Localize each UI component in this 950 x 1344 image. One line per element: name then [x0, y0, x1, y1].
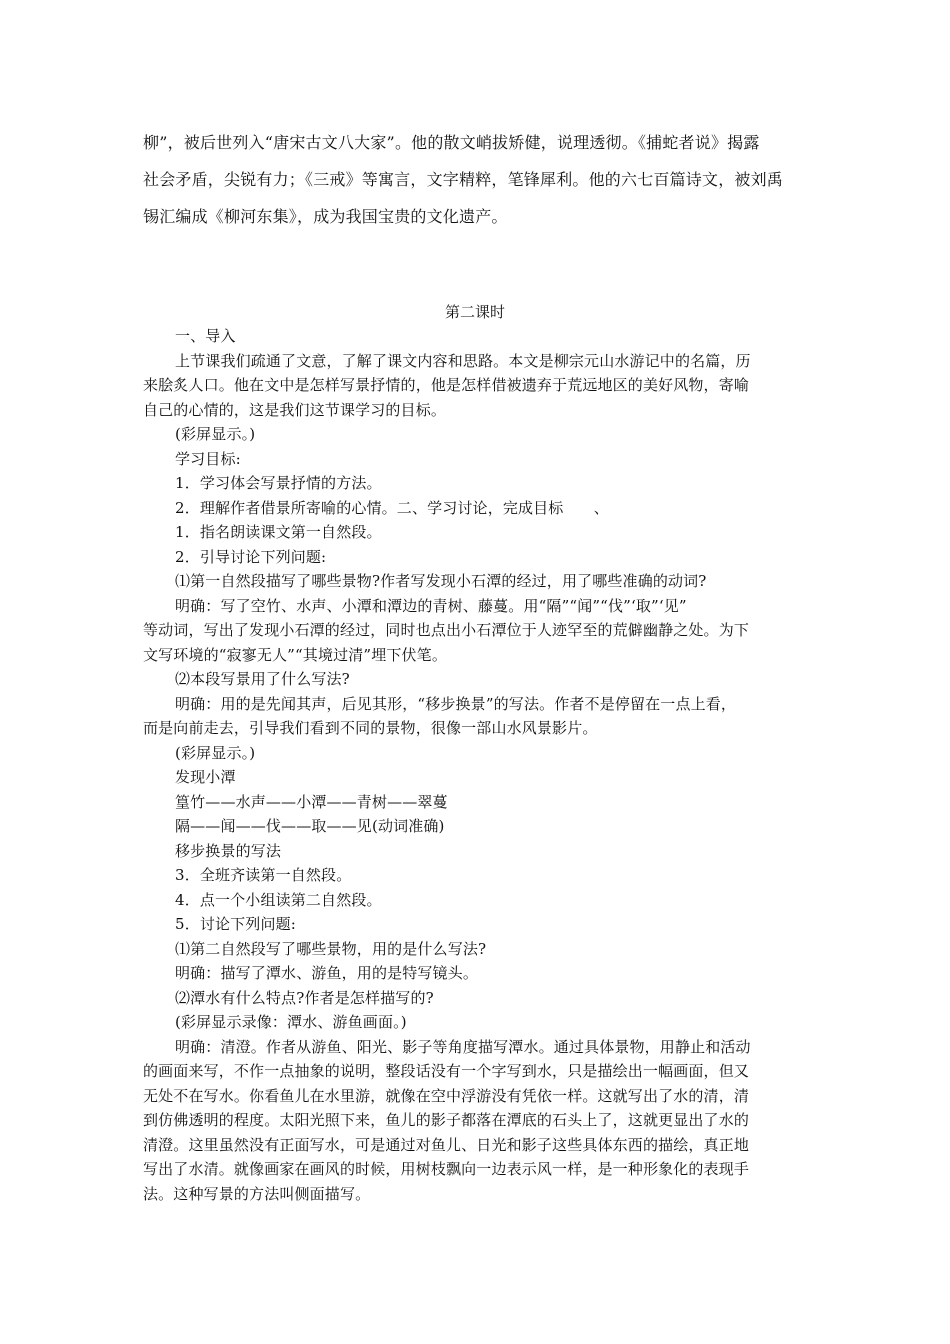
- paragraph-line: 上节课我们疏通了文意，了解了课文内容和思路。本文是柳宗元山水游记中的名篇，历: [175, 351, 751, 370]
- section-title: 第二课时: [444, 303, 505, 321]
- paragraph-line: 清澄。这里虽然没有正面写水，可是通过对鱼儿、日光和影子这些具体东西的描绘，真正地: [143, 1135, 750, 1154]
- question-line: ⑵本段写景用了什么写法?: [175, 670, 350, 688]
- list-item: 2．引导讨论下列问题:: [175, 547, 327, 566]
- list-item: 3．全班齐读第一自然段。: [175, 866, 352, 884]
- list-item: 4．点一个小组读第二自然段。: [175, 890, 382, 909]
- list-item: 1．学习体会写景抒情的方法。: [175, 474, 382, 492]
- list-item: 1．指名朗读课文第一自然段。: [175, 523, 382, 541]
- paragraph-line: 篁竹——水声——小潭——青树——翠蔓: [175, 792, 448, 811]
- list-item: 2．理解作者借景所寄喻的心情。二、学习讨论，完成目标 、: [175, 498, 609, 517]
- question-line: ⑴第一自然段描写了哪些景物?作者写发现小石潭的经过，用了哪些准确的动词?: [175, 572, 707, 590]
- paragraph-line: 的画面来写，不作一点抽象的说明，整段话没有一个字写到水，只是描绘出一幅画面，但又: [143, 1062, 750, 1080]
- paragraph-line: (彩屏显示。): [175, 743, 256, 762]
- answer-line: 明确：清澄。作者从游鱼、阳光、影子等角度描写潭水。通过具体景物，用静止和活动: [175, 1037, 751, 1056]
- paragraph-line: 锡汇编成《柳河东集》，成为我国宝贵的文化遗产。: [143, 207, 508, 226]
- paragraph-line: (彩屏显示录像：潭水、游鱼画面。): [175, 1013, 407, 1031]
- answer-line: 明确：用的是先闻其声，后见其形，“移步换景”的写法。作者不是停留在一点上看，: [175, 694, 737, 713]
- lesson-body: [143, 324, 815, 1206]
- paragraph-line: 隔——闻——伐——取——见(动词准确): [175, 817, 445, 835]
- paragraph-line: 自己的心情的，这是我们这节课学习的目标。: [143, 400, 447, 419]
- paragraph-line: 文写环境的“寂寥无人”“其境过清”埋下伏笔。: [143, 645, 447, 664]
- question-line: ⑴第二自然段写了哪些景物，用的是什么写法?: [175, 939, 487, 958]
- paragraph-line: 柳”，被后世列入“唐宋古文八大家”。他的散文峭拔矫健，说理透彻。《捕蛇者说》揭露: [143, 133, 760, 152]
- paragraph-line: 等动词，写出了发现小石潭的经过，同时也点出小石潭位于人迹罕至的荒僻幽静之处。为下: [143, 621, 750, 639]
- list-item: 5．讨论下列问题:: [175, 915, 296, 933]
- paragraph-line: 到仿佛透明的程度。太阳光照下来，鱼儿的影子都落在潭底的石头上了，这就更显出了水的: [143, 1111, 750, 1129]
- paragraph-line: 写出了水清。就像画家在画风的时候，用树枝飘向一边表示风一样，是一种形象化的表现手: [143, 1160, 750, 1178]
- answer-line: 明确：写了空竹、水声、小潭和潭边的青树、藤蔓。用“隔”“闻”“伐”‘取”‘见”: [175, 596, 687, 615]
- heading-line: 一、导入: [175, 327, 236, 345]
- paragraph-line: 法。这种写景的方法叫侧面描写。: [143, 1184, 371, 1203]
- paragraph-line: 而是向前走去，引导我们看到不同的景物，很像一部山水风景影片。: [143, 719, 598, 737]
- answer-line: 明确：描写了潭水、游鱼，用的是特写镜头。: [175, 964, 479, 982]
- paragraph-line: 来脍炙人口。他在文中是怎样写景抒情的，他是怎样借被遗弃于荒远地区的美好风物，寄喻: [143, 376, 750, 394]
- paragraph-line: 移步换景的写法: [175, 841, 282, 860]
- paragraph-line: 发现小潭: [175, 768, 236, 786]
- question-line: ⑵潭水有什么特点?作者是怎样描写的?: [175, 988, 434, 1007]
- intro-paragraph: [143, 124, 815, 235]
- paragraph-line: 无处不在写水。你看鱼儿在水里游，就像在空中浮游没有凭依一样。这就写出了水的清，清: [143, 1086, 750, 1105]
- paragraph-line: 学习目标:: [175, 449, 241, 468]
- paragraph-line: (彩屏显示。): [175, 425, 256, 443]
- paragraph-line: 社会矛盾，尖锐有力；《三戒》等寓言，文字精粹，笔锋犀利。他的六七百篇诗文，被刘禹: [143, 170, 784, 189]
